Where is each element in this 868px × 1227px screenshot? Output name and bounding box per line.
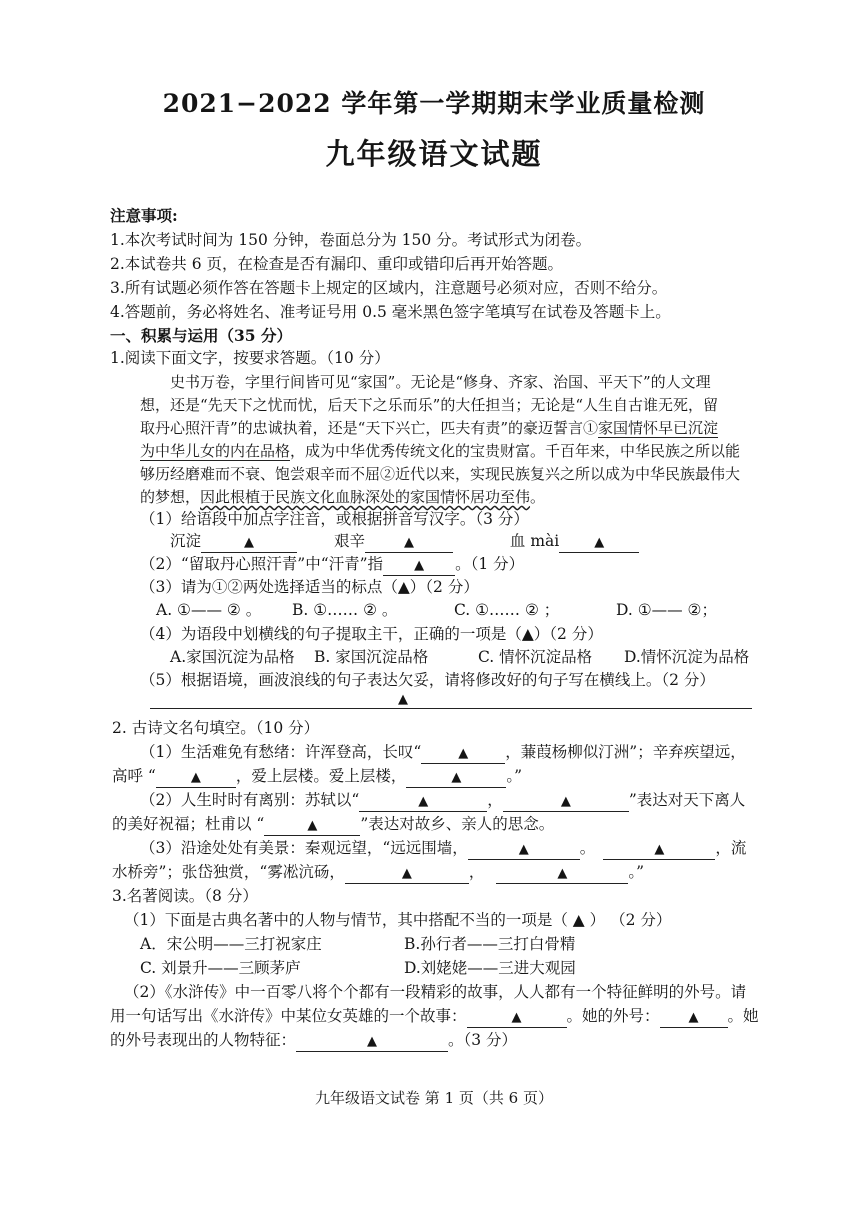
q2-sub1-cont: 高呼 “ ▲ ，爱上层楼。爱上层楼， ▲ 。” xyxy=(112,766,522,788)
q1-sub3-option: D. ①—— ②； xyxy=(616,601,717,619)
notice-item: 4.答题前，务必将姓名、准考证号用 0.5 毫米黑色签字笔填写在试卷及答题卡上。 xyxy=(110,303,671,321)
section-heading: 一、积累与运用（35 分） xyxy=(110,326,292,345)
blank-marker: ▲ xyxy=(398,692,408,707)
q3-sub1: （1）下面是古典名著中的人物与情节，其中搭配不当的一项是（ ▲ ） （2 分） xyxy=(124,911,672,929)
passage-line: 史书万卷，字里行间皆可见“家国”。无论是“修身、齐家、治国、平天下”的人文理 xyxy=(170,373,711,391)
q1-sub5: （5）根据语境，画波浪线的句子表达欠妥，请将修改好的句子写在横线上。（2 分） xyxy=(140,671,715,689)
wavy-sentence: 因此根植于民族文化血脉深处的家国情怀居功至伟 xyxy=(200,488,531,506)
answer-blank[interactable]: ▲ xyxy=(296,1031,448,1052)
notice-item: 1.本次考试时间为 150 分钟，卷面总分为 150 分。考试形式为闭卷。 xyxy=(110,231,592,249)
q2-sub3-cont: 水桥旁”；张岱独赏，“雾凇沆砀， ▲ ， ▲ 。” xyxy=(112,862,644,884)
q1-sub1: （1）给语段中加点字注音，或根据拼音写汉字。（3 分） xyxy=(140,510,529,528)
q1-sub3-option: B. ①…… ② 。 xyxy=(292,601,398,619)
q3-sub2: （2）《水浒传》中一百零八将个个都有一段精彩的故事，人人都有一个特征鲜明的外号。请 xyxy=(124,983,747,1001)
answer-blank[interactable]: ▲ xyxy=(468,839,580,860)
q2-sub2: （2）人生时时有离别：苏轼以“ ▲ ， ▲ ”表达对天下离人 xyxy=(140,790,745,812)
q2-sub1: （1）生活难免有愁绪：许浑登高，长叹“ ▲ ，蒹葭杨柳似汀洲”；辛弃疾望远， xyxy=(140,742,746,764)
answer-blank[interactable]: ▲ xyxy=(467,1007,567,1028)
underlined-sentence: 家国情怀早已沉淀 xyxy=(598,419,719,437)
q3-sub2-cont: 用一句话写出《水浒传》中某位女英雄的一个故事： ▲ 。她的外号： ▲ 。她 xyxy=(110,1006,759,1028)
q1-sub3: （3）请为①②两处选择适当的标点（▲）（2 分） xyxy=(140,578,479,596)
passage-line: 想，还是“先天下之忧而忧，后天下之乐而乐”的大任担当；无论是“人生自古谁无死，留 xyxy=(140,396,719,414)
notice-heading: 注意事项: xyxy=(110,206,178,225)
passage-line: 够历经磨难而不衰、饱尝艰辛而不屈②近代以来，实现民族复兴之所以成为中华民族最伟大 xyxy=(140,465,741,483)
question-1-stem: 1.阅读下面文字，按要求答题。（10 分） xyxy=(110,349,390,367)
question-3-stem: 3.名著阅读。（8 分） xyxy=(112,887,258,905)
exam-title: 2021−2022 学年第一学期期末学业质量检测 xyxy=(162,89,706,118)
answer-blank[interactable]: ▲ xyxy=(603,839,715,860)
answer-blank[interactable]: ▲ xyxy=(421,743,505,764)
answer-blank[interactable]: ▲ xyxy=(383,555,455,576)
q3-option: B.孙行者——三打白骨精 xyxy=(404,935,576,953)
passage-line: 取丹心照汗青”的忠诚执着，还是“天下兴亡，匹夫有责”的豪迈誓言①家国情怀早已沉淀 xyxy=(140,419,719,437)
q1-sub4-option: C. 情怀沉淀品格 xyxy=(478,648,593,666)
q3-sub2-cont: 的外号表现出的人物特征： ▲ 。（3 分） xyxy=(110,1030,517,1052)
answer-blank[interactable]: ▲ xyxy=(156,767,236,788)
answer-blank[interactable]: ▲ xyxy=(406,767,506,788)
q3-option: A．宋公明——三打祝家庄 xyxy=(140,935,322,953)
answer-blank[interactable]: ▲ xyxy=(201,532,297,553)
page-footer: 九年级语文试卷 第 1 页（共 6 页） xyxy=(315,1089,553,1107)
q1-sub1-answers: 沉淀 ▲ 艰辛 ▲ 血 mài ▲ xyxy=(170,531,639,553)
q1-sub2: （2）“留取丹心照汗青”中“汗青”指 ▲ 。（1 分） xyxy=(140,554,524,576)
q1-sub3-option: C. ①…… ② ； xyxy=(454,601,560,619)
underlined-sentence: 为中华儿女的内在品格 xyxy=(140,442,291,460)
q2-sub2-cont: 的美好祝福；杜甫以 “ ▲ ”表达对故乡、亲人的思念。 xyxy=(112,814,554,836)
q1-sub4-option: B. 家国沉淀品格 xyxy=(314,648,429,666)
answer-blank[interactable]: ▲ xyxy=(264,815,360,836)
answer-line[interactable] xyxy=(150,708,752,709)
question-2-stem: 2. 古诗文名句填空。（10 分） xyxy=(112,719,320,737)
answer-blank[interactable]: ▲ xyxy=(660,1007,728,1028)
q1-sub4: （4）为语段中划横线的句子提取主干，正确的一项是（▲）（2 分） xyxy=(140,625,603,643)
notice-item: 3.所有试题必须作答在答题卡上规定的区域内，注意题号必须对应，否则不给分。 xyxy=(110,279,668,297)
q1-sub4-option: D.情怀沉淀为品格 xyxy=(624,648,750,666)
answer-blank[interactable]: ▲ xyxy=(365,532,453,553)
exam-subtitle: 九年级语文试题 xyxy=(325,137,543,171)
q2-sub3: （3）沿途处处有美景：秦观远望，“远远围墙， ▲ 。 ▲ ，流 xyxy=(140,838,746,860)
q1-sub4-option: A.家国沉淀为品格 xyxy=(170,648,295,666)
answer-blank[interactable]: ▲ xyxy=(559,532,639,553)
passage-line: 为中华儿女的内在品格，成为中华优秀传统文化的宝贵财富。千百年来，中华民族之所以能 xyxy=(140,442,741,460)
passage-line: 的梦想，因此根植于民族文化血脉深处的家国情怀居功至伟。 xyxy=(140,488,546,506)
q3-option: C. 刘景升——三顾茅庐 xyxy=(140,959,301,977)
q3-option: D.刘姥姥——三进大观园 xyxy=(404,959,576,977)
answer-blank[interactable]: ▲ xyxy=(503,791,629,812)
notice-item: 2.本试卷共 6 页，在检查是否有漏印、重印或错印后再开始答题。 xyxy=(110,255,564,273)
answer-blank[interactable]: ▲ xyxy=(359,791,487,812)
q1-sub3-option: A. ①—— ② 。 xyxy=(156,601,262,619)
answer-blank[interactable]: ▲ xyxy=(496,863,628,884)
answer-blank[interactable]: ▲ xyxy=(345,863,469,884)
